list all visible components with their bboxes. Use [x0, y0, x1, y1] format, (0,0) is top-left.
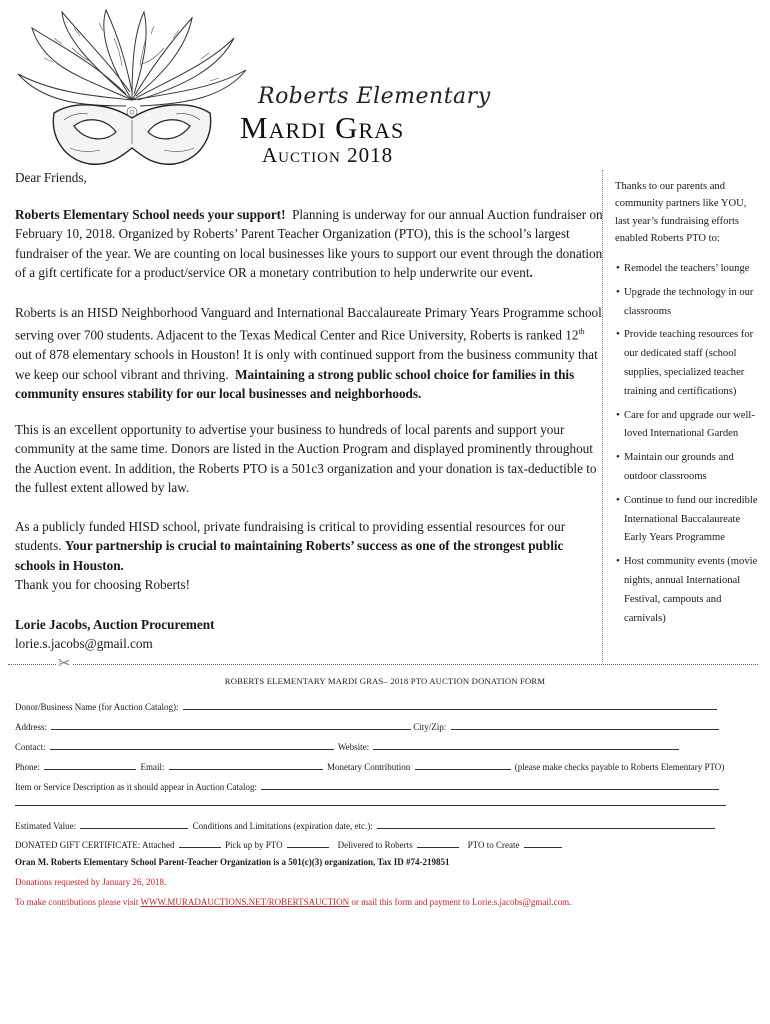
contrib-suffix: or mail this form and payment to Lorie.s.jacobs@gmail.com. [351, 897, 572, 907]
paragraph-partnership [15, 517, 603, 575]
mardi-gras-mask-image [14, 8, 250, 188]
partnership-text: As a publicly funded HISD school, private fundraising is critical to providing essential resources for our students. [15, 519, 566, 554]
contact-row [15, 740, 681, 753]
list-item: • Continue to fund our incredible International Baccalaureate Early Years Programme [603, 492, 763, 548]
about-text-b: out of 878 elementary schools in Houston! It is only with continued support from the business community that we keep our school vibrant and thriving. [15, 347, 598, 382]
email-label: Email: [140, 762, 165, 772]
item-field-line-2[interactable] [15, 805, 726, 806]
gift-certificate-row [15, 838, 564, 851]
list-item: • Provide teaching resources for our dedicated staff (school supplies, specialized teacher training and certifications) [603, 326, 763, 401]
paragraph-about [15, 303, 603, 403]
value-field[interactable] [80, 819, 188, 829]
conditions-field[interactable] [377, 819, 715, 829]
tax-note: Oran M. Roberts Elementary School Parent-Teacher Organization is a 501(c)(3) organization, Tax ID #74-219851 [15, 857, 450, 867]
contrib-prefix: To make contributions please visit [15, 897, 139, 907]
delivered-label: Delivered to Roberts [337, 840, 413, 850]
contact-label: Contact: [15, 742, 46, 752]
accomplishment-list [603, 260, 763, 633]
email-field[interactable] [169, 760, 323, 770]
paragraph-support [15, 205, 603, 283]
donor-name-row [15, 700, 719, 713]
cityzip-field[interactable] [451, 720, 719, 730]
donor-name-field[interactable] [183, 700, 717, 710]
attached-field[interactable] [179, 838, 221, 848]
website-field[interactable] [373, 740, 679, 750]
about-text-a: Roberts is an HISD Neighborhood Vanguard and International Baccalaureate Primary Years Programme school serving over 700 students. Adjacent to the Texas Medical Center and Rice University, Roberts is ranked 12 [15, 305, 602, 343]
pto-create-field[interactable] [524, 838, 562, 848]
delivered-field[interactable] [417, 838, 459, 848]
phone-row [15, 760, 724, 773]
address-row [15, 720, 721, 733]
checks-note: (please make checks payable to Roberts Elementary PTO) [514, 762, 725, 772]
donated-label: DONATED GIFT CERTIFICATE: Attached [15, 840, 175, 850]
deadline-note: Donations requested by January 26, 2018. [15, 877, 167, 887]
auction-website-link[interactable]: WWW.MURADAUCTIONS.NET/ROBERTSAUCTION [140, 897, 350, 907]
monetary-label: Monetary Contribution [327, 762, 411, 772]
value-label: Estimated Value: [15, 821, 77, 831]
list-item: • Upgrade the technology in our classrooms [603, 284, 763, 322]
greeting: Dear Friends, [15, 170, 87, 185]
value-row [15, 819, 717, 832]
support-end: . [529, 265, 533, 281]
partnership-bold: Your partnership is crucial to maintaining Roberts’ success as one of the strongest public schools in Houston. [15, 538, 564, 573]
list-item: • Remodel the teachers’ lounge [603, 260, 763, 279]
form-title: ROBERTS ELEMENTARY MARDI GRAS– 2018 PTO AUCTION DONATION FORM [224, 676, 546, 686]
address-label: Address: [15, 722, 47, 732]
signature-name: Lorie Jacobs, Auction Procurement [15, 617, 215, 632]
list-item: • Care for and upgrade our well-loved International Garden [603, 407, 763, 445]
pickup-label: Pick up by PTO [225, 840, 283, 850]
phone-field[interactable] [44, 760, 136, 770]
school-script-title: Roberts Elementary [258, 84, 491, 109]
item-row [15, 780, 721, 793]
cityzip-label: City/Zip: [413, 722, 447, 732]
address-field[interactable] [51, 720, 411, 730]
support-text: Planning is underway for our annual Auction fundraiser on February 10, 2018. Organized by Roberts’ Parent Teacher Organization (PTO), this is the school’s largest fundraiser of the year. We are counting on local businesses like yours to support our event through the donation of a gift certificate for a product/service OR a monetary contribution to help underwrite our event [15, 207, 603, 281]
sidebar-accomplishments [602, 170, 763, 662]
list-item: • Host community events (movie nights, annual International Festival, campouts and carnivals) [603, 553, 763, 628]
ranking-suffix: th [578, 327, 585, 337]
contribution-note [15, 896, 571, 908]
phone-label: Phone: [15, 762, 41, 772]
contact-field[interactable] [50, 740, 334, 750]
item-label: Item or Service Description as it should appear in Auction Catalog: [15, 782, 257, 792]
donor-name-label: Donor/Business Name (for Auction Catalog): [15, 702, 179, 712]
sidebar-intro: Thanks to our parents and community partners like YOU, last year’s fundraising efforts enabled Roberts PTO to: [615, 181, 747, 244]
page-title: Mardi Gras [240, 110, 405, 145]
pickup-field[interactable] [287, 838, 329, 848]
conditions-label: Conditions and Limitations (expiration date, etc.): [192, 821, 373, 831]
list-item: • Maintain our grounds and outdoor classrooms [603, 449, 763, 487]
signature [15, 615, 603, 654]
scissors-icon: ✂ [58, 656, 71, 672]
monetary-field[interactable] [415, 760, 511, 770]
page-subtitle: Auction 2018 [262, 143, 394, 167]
cut-line [8, 664, 758, 665]
item-field[interactable] [261, 780, 719, 790]
support-heading: Roberts Elementary School needs your support! [15, 207, 286, 222]
closing-line: Thank you for choosing Roberts! [15, 577, 191, 592]
website-label: Website: [337, 742, 370, 752]
signature-email: lorie.s.jacobs@gmail.com [15, 636, 153, 652]
paragraph-advertise: This is an excellent opportunity to advertise your business to hundreds of local parents and support your community at the same time. Donors are listed in the Auction Program and displayed prominently throughout the Auction event. In addition, the Roberts PTO is a 501c3 organization and your donation is tax-deductible to the fullest extent allowed by law. [15, 422, 597, 496]
about-bold: Maintaining a strong public school choice for families in this community ensures stability for our local businesses and neighborhoods. [15, 366, 575, 402]
pto-create-label: PTO to Create [467, 840, 520, 850]
